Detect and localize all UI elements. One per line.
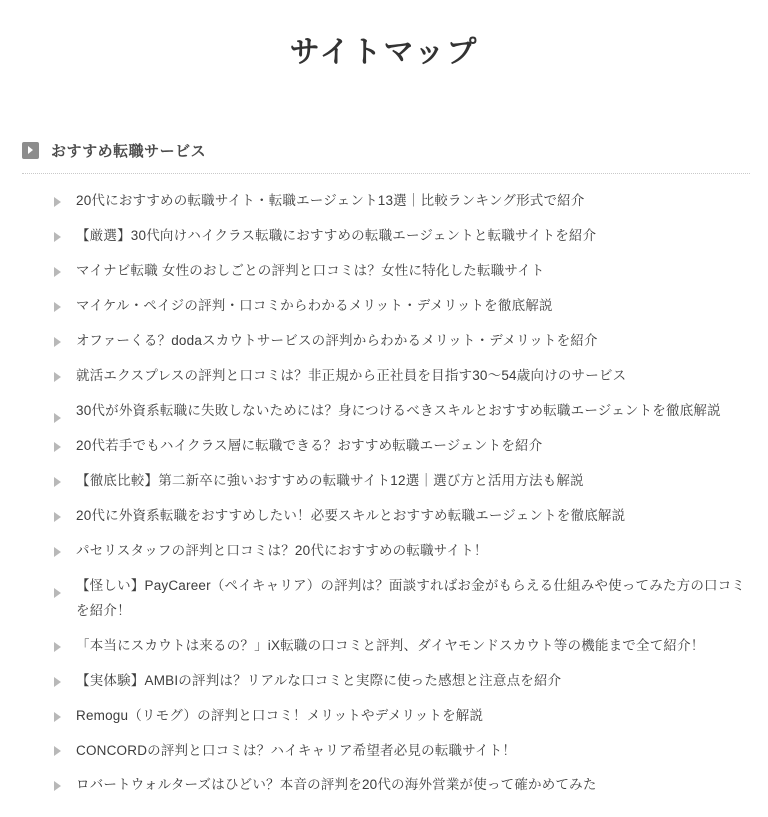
arrow-bullet-icon (54, 511, 65, 522)
list-item[interactable] (22, 734, 750, 769)
sitemap-link[interactable]: Remogu（リモグ）の評判と口コミ！メリットやデメリットを解説 (76, 707, 484, 723)
sitemap-link[interactable]: 20代に外資系転職をおすすめしたい！必要スキルとおすすめ転職エージェントを徹底解説 (76, 507, 626, 523)
list-item-row[interactable] (54, 499, 750, 534)
arrow-bullet-icon (54, 676, 65, 687)
sitemap-link[interactable]: 20代におすすめの転職サイト・転職エージェント13選｜比較ランキング形式で紹介 (76, 193, 585, 208)
list-item[interactable] (22, 464, 750, 499)
list-item[interactable] (22, 499, 750, 534)
list-item[interactable] (22, 394, 750, 429)
list-item-row[interactable] (54, 768, 750, 803)
sitemap-link[interactable]: パセリスタッフの評判と口コミは？20代におすすめの転職サイト！ (76, 542, 488, 558)
list-item-row[interactable] (54, 534, 750, 569)
bottom-spacer (22, 803, 750, 817)
arrow-bullet-icon (54, 780, 65, 791)
arrow-bullet-icon (54, 301, 65, 312)
list-item-row[interactable] (54, 699, 750, 734)
list-item-row[interactable] (54, 569, 750, 629)
list-item[interactable] (22, 184, 750, 219)
list-item[interactable] (22, 289, 750, 324)
sitemap-link[interactable]: 【厳選】30代向けハイクラス転職におすすめの転職エージェントと転職サイトを紹介 (76, 227, 597, 243)
list-item[interactable] (22, 359, 750, 394)
list-item[interactable] (22, 219, 750, 254)
list-item[interactable] (22, 699, 750, 734)
arrow-bullet-icon (54, 441, 65, 452)
list-item-row[interactable] (54, 394, 750, 429)
recommended-services-section (0, 140, 768, 817)
arrow-bullet-icon (54, 476, 65, 487)
play-arrow-icon (22, 142, 39, 159)
arrow-bullet-icon (54, 711, 65, 722)
title-spacer (0, 74, 768, 140)
arrow-bullet-icon (54, 231, 65, 242)
sitemap-link[interactable]: マイケル・ペイジの評判・口コミからわかるメリット・デメリットを徹底解説 (76, 297, 553, 313)
list-item[interactable] (22, 254, 750, 289)
arrow-bullet-icon (54, 546, 65, 557)
page-title: サイトマップ (289, 36, 479, 69)
list-item-row[interactable] (54, 464, 750, 499)
list-item-row[interactable] (54, 429, 750, 464)
list-item-row[interactable] (54, 219, 750, 254)
list-item[interactable] (22, 324, 750, 359)
sitemap-link[interactable]: 【実体験】AMBIの評判は？リアルな口コミと実際に使った感想と注意点を紹介 (76, 672, 562, 688)
sitemap-link[interactable]: オファーくる？dodaスカウトサービスの評判からわかるメリット・デメリットを紹介 (76, 332, 598, 348)
arrow-bullet-icon (54, 641, 65, 652)
sitemap-link[interactable]: CONCORDの評判と口コミは？ハイキャリア希望者必見の転職サイト！ (76, 742, 517, 758)
list-item[interactable] (22, 629, 750, 664)
sitemap-link[interactable]: ロバートウォルターズはひどい？本音の評判を20代の海外営業が使って確かめてみた (76, 777, 597, 793)
sitemap-link[interactable]: 【徹底比較】第二新卒に強いおすすめの転職サイト12選｜選び方と活用方法も解説 (76, 472, 584, 488)
list-item[interactable] (22, 569, 750, 629)
list-item[interactable] (22, 768, 750, 803)
section-title: おすすめ転職サービス (51, 143, 207, 160)
arrow-bullet-icon (54, 196, 65, 207)
sitemap-link[interactable]: 【怪しい】PayCareer（ペイキャリア）の評判は？面談すればお金がもらえる仕組みや使ってみた方の口コミを紹介！ (76, 577, 746, 618)
list-item[interactable] (22, 429, 750, 464)
arrow-bullet-icon (54, 412, 65, 423)
arrow-bullet-icon (54, 336, 65, 347)
list-item[interactable] (22, 664, 750, 699)
sitemap-link[interactable]: 30代が外資系転職に失敗しないためには？身につけるべきスキルとおすすめ転職エージェントを徹底解説 (76, 402, 721, 418)
arrow-bullet-icon (54, 745, 65, 756)
list-item-row[interactable] (54, 289, 750, 324)
list-item-row[interactable] (54, 184, 750, 219)
sitemap-link[interactable]: 20代若手でもハイクラス層に転職できる？おすすめ転職エージェントを紹介 (76, 437, 543, 453)
list-item-row[interactable] (54, 629, 750, 664)
sitemap-link[interactable]: 「本当にスカウトは来るの？」iX転職の口コミと評判、ダイヤモンドスカウト等の機能まで全て紹介！ (76, 637, 705, 653)
arrow-bullet-icon (54, 587, 65, 598)
section-header (22, 140, 750, 174)
list-item-row[interactable] (54, 324, 750, 359)
arrow-bullet-icon (54, 371, 65, 382)
sitemap-link[interactable]: マイナビ転職 女性のおしごとの評判と口コミは？女性に特化した転職サイト (76, 262, 545, 278)
list-item-row[interactable] (54, 254, 750, 289)
list-item-row[interactable] (54, 734, 750, 769)
list-item[interactable] (22, 534, 750, 569)
sitemap-link-list (22, 184, 750, 803)
sitemap-link[interactable]: 就活エクスプレスの評判と口コミは？非正規から正社員を目指す30〜54歳向けのサービス (76, 367, 627, 383)
arrow-bullet-icon (54, 266, 65, 277)
list-item-row[interactable] (54, 664, 750, 699)
list-item-row[interactable] (54, 359, 750, 394)
